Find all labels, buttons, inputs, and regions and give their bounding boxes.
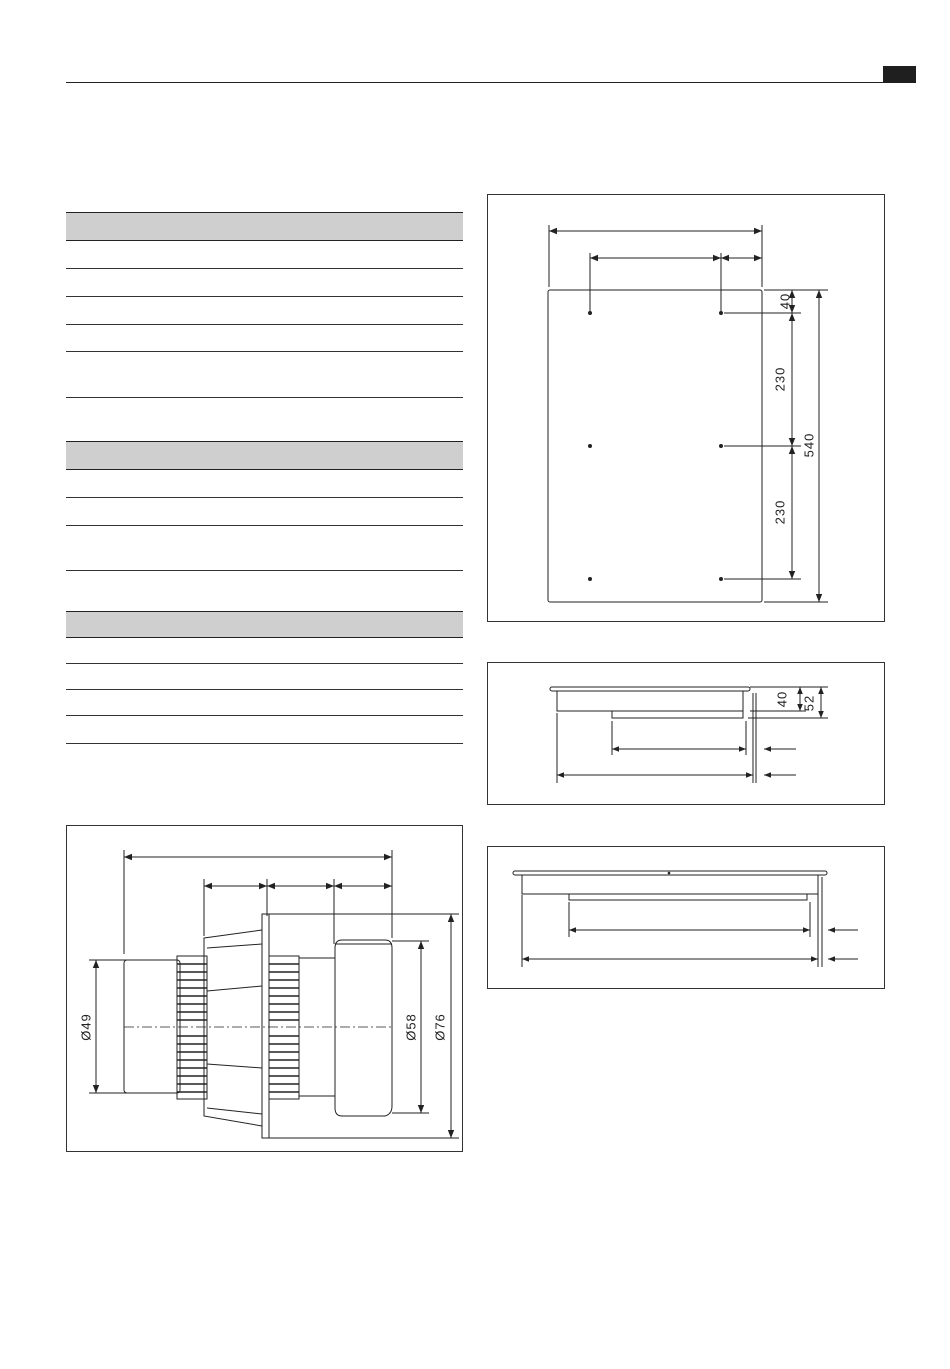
figure-front-view bbox=[487, 846, 885, 989]
table-row bbox=[66, 664, 463, 690]
hob-body bbox=[557, 691, 743, 711]
dim-upper-spacing-label: 230 bbox=[772, 366, 788, 392]
chapter-tab bbox=[883, 66, 916, 83]
screw-hole-marker bbox=[588, 311, 592, 315]
spec-table-1 bbox=[66, 212, 463, 398]
dim-recess-height-label: 40 bbox=[774, 690, 790, 708]
figure-fan-unit bbox=[66, 825, 463, 1152]
table-row bbox=[66, 241, 463, 269]
dim-total-depth-label: 540 bbox=[801, 432, 817, 458]
screw-hole-marker bbox=[588, 444, 592, 448]
hob-body bbox=[522, 875, 818, 894]
table-row bbox=[66, 297, 463, 325]
figure-side-view bbox=[487, 662, 885, 805]
table-row bbox=[66, 526, 463, 571]
screw-hole-marker bbox=[588, 577, 592, 581]
table-row bbox=[66, 325, 463, 352]
screw-hole-marker bbox=[719, 577, 723, 581]
table-row bbox=[66, 352, 463, 398]
spec-table-2 bbox=[66, 441, 463, 571]
table-header bbox=[66, 441, 463, 470]
table-row bbox=[66, 638, 463, 664]
figure-top-view bbox=[487, 194, 885, 622]
hob-bottom-box bbox=[612, 711, 743, 718]
dim-outlet-diameter-label: Ø58 bbox=[403, 1013, 419, 1041]
screw-hole-marker bbox=[719, 311, 723, 315]
spec-table-3 bbox=[66, 611, 463, 744]
dim-inlet-diameter-label: Ø49 bbox=[78, 1013, 94, 1041]
table-header bbox=[66, 611, 463, 638]
center-mark bbox=[668, 872, 671, 875]
dim-top-offset-label: 40 bbox=[777, 292, 793, 310]
table-header bbox=[66, 212, 463, 241]
glass-top bbox=[550, 687, 750, 691]
table-row bbox=[66, 690, 463, 716]
screw-hole-marker bbox=[719, 444, 723, 448]
dim-flange-diameter-label: Ø76 bbox=[432, 1013, 448, 1041]
table-row bbox=[66, 498, 463, 526]
table-row bbox=[66, 470, 463, 498]
table-row bbox=[66, 716, 463, 744]
dim-total-height-label: 52 bbox=[801, 694, 817, 712]
dim-lower-spacing-label: 230 bbox=[772, 499, 788, 525]
header-rule bbox=[66, 82, 886, 83]
table-row bbox=[66, 269, 463, 297]
hob-bottom-box bbox=[569, 894, 807, 900]
